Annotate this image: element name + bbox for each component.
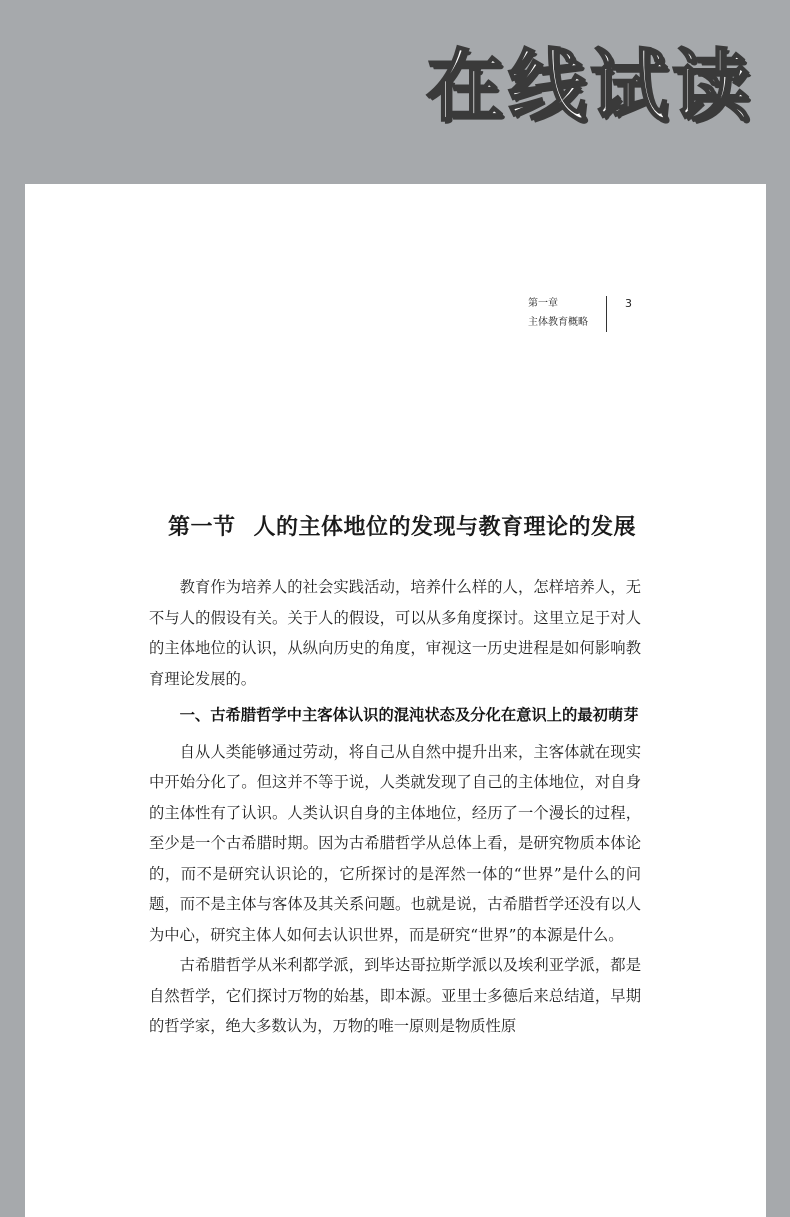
chapter-title: 主体教育概略 xyxy=(528,317,588,328)
paragraph: 教育作为培养人的社会实践活动，培养什么样的人，怎样培养人，无不与人的假设有关。关于人的假设，可以从多角度探讨。这里立足于对人的主体地位的认识，从纵向历史的角度，审视这一历史进程是如何影响教育理论发展的。 xyxy=(149,578,641,688)
section-title xyxy=(168,510,636,541)
paragraph: 古希腊哲学从米利都学派，到毕达哥拉斯学派以及埃利亚学派，都是自然哲学，它们探讨万物的始基，即本源。亚里士多德后来总结道，早期的哲学家，绝大多数认为，万物的唯一原则是物质性原 xyxy=(149,956,641,1035)
page-number: 3 xyxy=(625,297,632,310)
book-page xyxy=(25,184,766,1217)
running-head-divider xyxy=(606,296,607,332)
section-number: 第一节 xyxy=(168,514,236,540)
chapter-label: 第一章 xyxy=(528,298,558,309)
body-text xyxy=(149,572,641,1042)
banner-title: 在线试读 xyxy=(425,42,754,132)
running-head xyxy=(528,294,632,332)
section-heading: 人的主体地位的发现与教育理论的发展 xyxy=(253,514,637,540)
paragraph: 自从人类能够通过劳动，将自己从自然中提升出来，主客体就在现实中开始分化了。但这并不等于说，人类就发现了自己的主体地位，对自身的主体性有了认识。人类认识自身的主体地位，经历了一个漫长的过程，至少是一个古希腊时期。因为古希腊哲学从总体上看，是研究物质本体论的，而不是研究认识论的，它所探讨的是浑然一体的“世界”是什么的问题，而不是主体与客体及其关系问题。也就是说，古希腊哲学还没有以人为中心，研究主体人如何去认识世界，而是研究“世界”的本源是什么。 xyxy=(149,742,641,944)
subsection-heading: 一、古希腊哲学中主客体认识的混沌状态及分化在意识上的最初萌芽 xyxy=(179,706,639,724)
